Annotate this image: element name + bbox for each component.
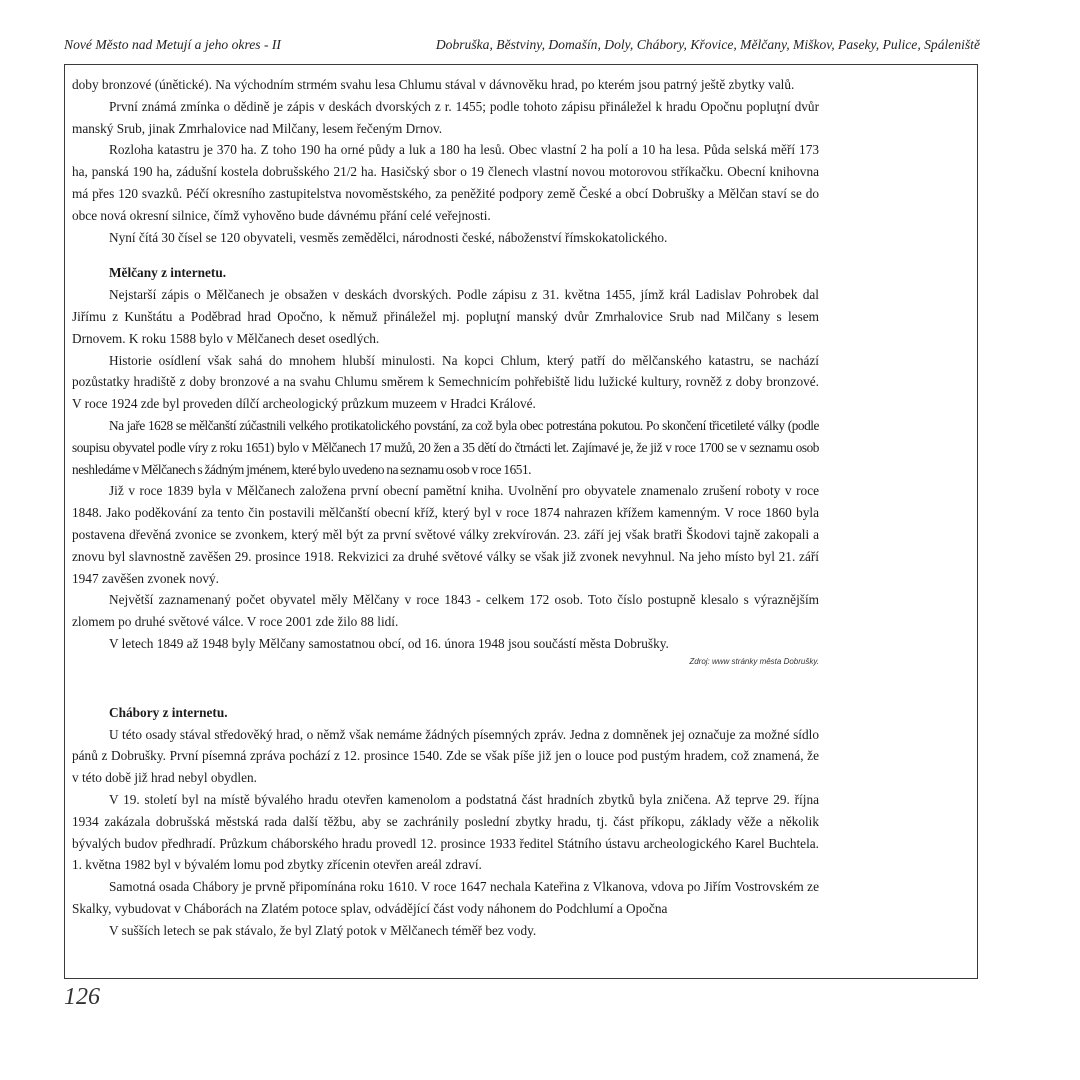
chabory-paragraph-4: V sušších letech se pak stávalo, že byl Zlatý potok v Mělčanech téměř bez vody. bbox=[109, 922, 537, 938]
running-head-places: Dobruška, Běstviny, Domašín, Doly, Chábory, Křovice, Mělčany, Miškov, Paseky, Pulice, Spáleniště bbox=[435, 37, 980, 52]
chabory-paragraph-1: U této osady stával středověký hrad, o němž však nemáme žádných písemných zpráv. Jedna z domněnek jej označuje za možné sídlo pánů z Dobrušky. První písemná zpráva pochází z 12. prosince 1540. Zde se však píše již jen o louce pod pustým hradem, což znamená, že v této době již hrad nebyl obydlen. bbox=[72, 726, 819, 786]
melcany-paragraph-5: Největší zaznamenaný počet obyvatel měly Mělčany v roce 1843 - celkem 172 osob. Toto číslo postupně klesalo s výraznějším zlomem po druhé světové válce. V roce 2001 zde žilo 88 lidí. bbox=[72, 592, 819, 630]
chabory-paragraph-3: Samotná osada Chábory je prvně připomínána roku 1610. V roce 1647 nechala Kateřina z Vlkanova, vdova po Jiřím Vostrovském ze Skalky, vybudovat v Cháborách na Zlatém potoce splav, odvádějící část vody náhonem do Podchlumí a Opočna bbox=[72, 879, 819, 916]
melcany-paragraph-1: Nejstarší zápis o Mělčanech je obsažen v deskách dvorských. Podle zápisu z 31. května 1455, jímž král Ladislav Pohrobek dal Jiřímu z Kunštátu a Poděbrad hrad Opočno, k němuž přináležel mj. popluţní manský dvůr Zmrhalovice Srub nad Milčany s lesem Drnovem. K roku 1588 bylo v Mělčanech deset osedlých. bbox=[72, 287, 819, 346]
melcany-paragraph-4: Již v roce 1839 byla v Mělčanech založena první obecní pamětní kniha. Uvolnění pro obyvatele znamenalo zrušení roboty v roce 1848. Jako poděkování za tento čin postavili mělčanští obecní kříž, který byl v roce 1874 nahrazen křížem kamenným. V roce 1860 byla postavena dřevěná zvonice se zvonkem, který měl být za první světové války zrekvírován. 23. září jej však bratři Škodovi tajně zakopali a znovu byl slavnostně zavěšen 29. prosince 1918. Rekvizici za druhé světové války se však již zvonek nevyhnul. Na jeho místo byl 21. září 1947 zavěšen zvonek nový. bbox=[72, 483, 819, 586]
intro-section bbox=[72, 74, 819, 248]
intro-paragraph-3: Rozloha katastru je 370 ha. Z toho 190 ha orné půdy a luk a 180 ha lesů. Obec vlastní 2 ha polí a 10 ha lesa. Půda selská měří 173 ha, panská 190 ha, zádušní kostela dobrušského 21/2 ha. Hasičský sbor o 19 členech vlastní novou motorovou stříkačku. Obecní knihovna má přes 120 svazků. Péčí okresního zastupitelstva novoměstského, za peněžité podpory země České a obcí Dobrušky a Mělčan staví se do obce nová okresní silnice, čímž vyhověno bude dávnému přání celé veřejnosti. bbox=[72, 142, 819, 223]
page-number: 126 bbox=[64, 984, 100, 1010]
melcany-paragraph-3: Na jaře 1628 se mělčanští zúčastnili velkého protikatolického povstání, za což byla obec potrestána pokutou. Po skončení třicetileté války (podle soupisu obyvatel podle víry z roku 1651) bylo v Mělčanech 17 mužů, 20 žen a 35 dětí do čtrnácti let. Zajímavé je, že již v roce 1700 se v seznamu osob neshledáme v Mělčanech s žádným jménem, které bylo uvedeno na seznamu osob v roce 1651. bbox=[72, 417, 819, 477]
running-head bbox=[64, 37, 980, 59]
chabory-section bbox=[72, 702, 819, 942]
melcany-paragraph-6: V letech 1849 až 1948 byly Mělčany samostatnou obcí, od 16. února 1948 jsou součástí města Dobrušky. bbox=[109, 635, 669, 651]
intro-paragraph-1: doby bronzové (únětické). Na východním strmém svahu lesa Chlumu stával v dávnověku hrad, po kterém jsou patrný ještě zbytky valů. bbox=[72, 77, 795, 92]
running-head-book-title: Nové Město nad Metují a jeho okres - II bbox=[64, 37, 281, 52]
melcany-section bbox=[72, 262, 819, 667]
intro-paragraph-4: Nyní čítá 30 čísel se 120 obyvateli, vesměs zemědělci, národnosti české, náboženství římskokatolického. bbox=[109, 229, 668, 245]
page-content bbox=[72, 74, 819, 941]
melcany-heading: Mělčany z internetu. bbox=[109, 265, 227, 281]
chabory-paragraph-2: V 19. století byl na místě bývalého hradu otevřen kamenolom a podstatná část hradních zbytků byla zničena. Až teprve 29. října 1934 zakázala dobrušská městská rada další těžbu, aby se zachránily poslední zbytky hradu, tj. část příkopu, základy věže a několik bývalých budov předhradí. Průzkum cháborského hradu provedl 12. prosince 1933 ředitel Státního ústavu archeologického Karel Buchtela. 1. května 1982 byl v bývalém lomu pod zbytky zřícenin otevřen areál zdraví. bbox=[72, 791, 819, 873]
section-spacer bbox=[72, 668, 819, 688]
intro-paragraph-2: První známá zmínka o dědině je zápis v deskách dvorských z r. 1455; podle tohoto zápisu přináležel k hradu Opočnu popluţní dvůr manský Srub, jinak Zmrhalovice nad Milčany, lesem řečeným Drnov. bbox=[72, 98, 819, 136]
melcany-source-note: Zdroj: www stránky města Dobrušky. bbox=[689, 656, 819, 666]
melcany-paragraph-2: Historie osídlení však sahá do mnohem hlubší minulosti. Na kopci Chlum, který patří do mělčanského katastru, se nachází pozůstatky hradiště z doby bronzové a na svahu Chlumu směrem k Semechnicím pohřebiště lidu lužické kultury, rovněž z doby bronzové. V roce 1924 zde byl proveden dílčí archeologický průzkum muzeem v Hradci Králové. bbox=[72, 352, 819, 412]
chabory-heading: Chábory z internetu. bbox=[109, 704, 228, 720]
